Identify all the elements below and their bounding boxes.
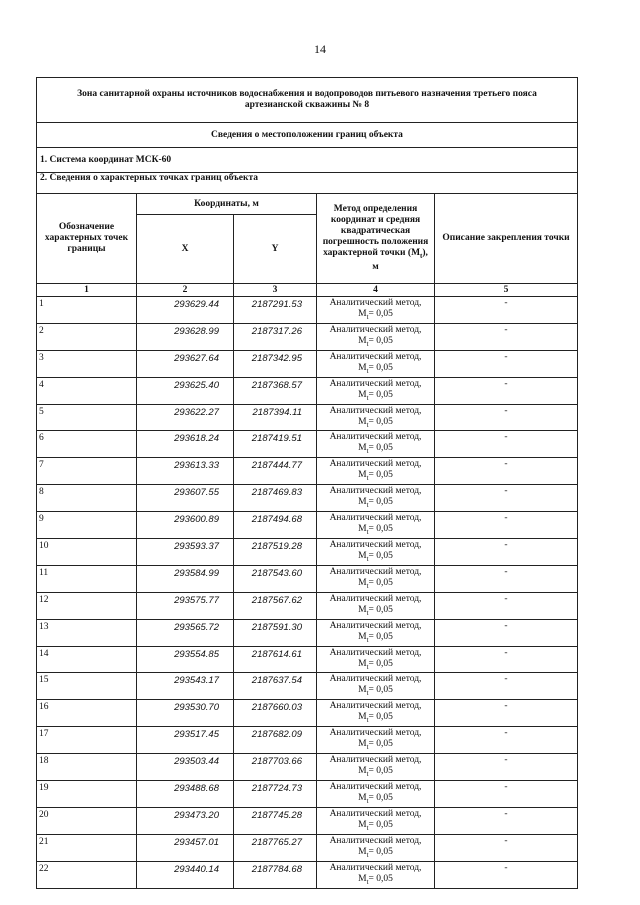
method-text: Аналитический метод,	[329, 540, 422, 551]
header-point-designation: Обозначение характерных точек границы	[37, 194, 137, 284]
method-value-prefix: M	[358, 470, 367, 481]
method-value-prefix: M	[358, 766, 367, 777]
method-value-sub: t	[366, 312, 369, 321]
point-number: 15	[37, 673, 137, 700]
method-value-prefix: M	[358, 793, 367, 804]
method-value-suffix: = 0,05	[368, 604, 393, 615]
method-text: Аналитический метод,	[329, 755, 422, 766]
table-row	[37, 673, 578, 700]
table-row	[37, 861, 578, 888]
coord-y: 2187469.83	[234, 485, 317, 512]
method-value-sub: t	[366, 743, 369, 752]
point-number: 8	[37, 485, 137, 512]
coord-y: 2187494.68	[234, 512, 317, 539]
method-value-suffix: = 0,05	[368, 873, 393, 884]
method-value-prefix: M	[358, 739, 367, 750]
coord-x: 293575.77	[137, 592, 234, 619]
method-value-prefix: M	[358, 551, 367, 562]
table-row	[37, 834, 578, 861]
method-value-prefix: M	[358, 846, 367, 857]
method-cell	[317, 539, 435, 566]
method-text: Аналитический метод,	[329, 593, 422, 604]
table-row	[37, 485, 578, 512]
table-row	[37, 539, 578, 566]
coord-y: 2187614.61	[234, 646, 317, 673]
coord-x: 293543.17	[137, 673, 234, 700]
section-characteristic-points: 2. Сведения о характерных точках границ объекта	[37, 173, 578, 194]
method-value-sub: t	[366, 877, 369, 886]
method-cell	[317, 350, 435, 377]
method-text: Аналитический метод,	[329, 486, 422, 497]
method-cell	[317, 592, 435, 619]
method-cell	[317, 807, 435, 834]
method-value-sub: t	[366, 662, 369, 671]
coord-y: 2187591.30	[234, 619, 317, 646]
coord-y: 2187543.60	[234, 565, 317, 592]
coord-y: 2187317.26	[234, 323, 317, 350]
method-value-sub: t	[366, 420, 369, 429]
method-cell	[317, 754, 435, 781]
method-value-suffix: = 0,05	[368, 362, 393, 373]
coord-y: 2187394.11	[234, 404, 317, 431]
coord-y: 2187637.54	[234, 673, 317, 700]
method-value-sub: t	[366, 716, 369, 725]
description-cell: -	[435, 512, 578, 539]
method-text: Аналитический метод,	[329, 835, 422, 846]
coord-x: 293517.45	[137, 727, 234, 754]
coord-x: 293565.72	[137, 619, 234, 646]
method-cell	[317, 512, 435, 539]
column-number: 2	[137, 284, 234, 297]
column-number: 5	[435, 284, 578, 297]
method-value	[317, 820, 434, 834]
coord-y: 2187724.73	[234, 781, 317, 808]
description-cell: -	[435, 350, 578, 377]
method-value	[317, 874, 434, 888]
method-value-sub: t	[366, 823, 369, 832]
point-number: 9	[37, 512, 137, 539]
boundary-points-table	[36, 77, 578, 889]
method-value	[317, 551, 434, 565]
method-text: Аналитический метод,	[329, 566, 422, 577]
method-value-suffix: = 0,05	[368, 443, 393, 454]
method-text: Аналитический метод,	[329, 298, 422, 308]
point-number: 21	[37, 834, 137, 861]
coord-x: 293629.44	[137, 297, 234, 324]
method-value-suffix: = 0,05	[368, 309, 393, 319]
table-row	[37, 431, 578, 458]
method-value-prefix: M	[358, 335, 367, 346]
method-value-sub: t	[366, 393, 369, 402]
header-method-sub: t	[420, 251, 423, 260]
table-row	[37, 592, 578, 619]
method-cell	[317, 673, 435, 700]
header-x: X	[137, 215, 234, 284]
method-value	[317, 363, 434, 377]
table-row	[37, 781, 578, 808]
method-value-suffix: = 0,05	[368, 389, 393, 400]
point-number: 18	[37, 754, 137, 781]
table-row	[37, 565, 578, 592]
method-cell	[317, 646, 435, 673]
method-value-sub: t	[366, 635, 369, 644]
method-text: Аналитический метод,	[329, 513, 422, 524]
point-number: 16	[37, 700, 137, 727]
method-value-prefix: M	[358, 497, 367, 508]
coord-y: 2187291.53	[234, 297, 317, 324]
coord-x: 293607.55	[137, 485, 234, 512]
description-cell: -	[435, 619, 578, 646]
method-value-suffix: = 0,05	[368, 739, 393, 750]
method-value-sub: t	[366, 850, 369, 859]
method-value	[317, 524, 434, 538]
header-method-text: Метод определения координат и средняя квадратическая погрешность положения характерной точки (M	[322, 204, 429, 259]
method-value-prefix: M	[358, 416, 367, 427]
point-number: 1	[37, 297, 137, 324]
method-value-prefix: M	[358, 819, 367, 830]
method-value	[317, 390, 434, 404]
coord-y: 2187419.51	[234, 431, 317, 458]
description-cell: -	[435, 592, 578, 619]
method-value-suffix: = 0,05	[368, 685, 393, 696]
coord-x: 293503.44	[137, 754, 234, 781]
method-value-prefix: M	[358, 524, 367, 535]
method-value-suffix: = 0,05	[368, 335, 393, 346]
point-number: 11	[37, 565, 137, 592]
coord-x: 293473.20	[137, 807, 234, 834]
coord-x: 293554.85	[137, 646, 234, 673]
method-cell	[317, 565, 435, 592]
coord-x: 293618.24	[137, 431, 234, 458]
point-number: 12	[37, 592, 137, 619]
method-text: Аналитический метод,	[329, 459, 422, 470]
method-value-sub: t	[366, 501, 369, 510]
method-value-sub: t	[366, 581, 369, 590]
header-method-tail: ), м	[372, 248, 428, 272]
table-row	[37, 297, 578, 324]
method-value	[317, 632, 434, 646]
description-cell: -	[435, 431, 578, 458]
description-cell: -	[435, 727, 578, 754]
method-value-suffix: = 0,05	[368, 793, 393, 804]
coord-x: 293600.89	[137, 512, 234, 539]
method-value-suffix: = 0,05	[368, 631, 393, 642]
description-cell: -	[435, 807, 578, 834]
method-value-sub: t	[366, 474, 369, 483]
method-cell	[317, 431, 435, 458]
description-cell: -	[435, 781, 578, 808]
column-numbers-row	[37, 284, 578, 297]
method-value	[317, 659, 434, 673]
coord-y: 2187682.09	[234, 727, 317, 754]
method-text: Аналитический метод,	[329, 808, 422, 819]
table-row	[37, 377, 578, 404]
method-value-sub: t	[366, 608, 369, 617]
coord-y: 2187368.57	[234, 377, 317, 404]
column-number: 1	[37, 284, 137, 297]
method-value-suffix: = 0,05	[368, 497, 393, 508]
method-cell	[317, 781, 435, 808]
page-number: 14	[314, 42, 326, 56]
method-cell	[317, 727, 435, 754]
description-cell: -	[435, 458, 578, 485]
method-text: Аналитический метод,	[329, 378, 422, 389]
description-cell: -	[435, 323, 578, 350]
method-value-suffix: = 0,05	[368, 416, 393, 427]
method-value	[317, 605, 434, 619]
description-cell: -	[435, 673, 578, 700]
method-text: Аналитический метод,	[329, 405, 422, 416]
coord-x: 293593.37	[137, 539, 234, 566]
method-value-prefix: M	[358, 362, 367, 373]
method-value-suffix: = 0,05	[368, 524, 393, 535]
method-value-prefix: M	[358, 631, 367, 642]
method-value-prefix: M	[358, 658, 367, 669]
description-cell: -	[435, 297, 578, 324]
document-subtitle: Сведения о местоположении границ объекта	[37, 123, 578, 148]
point-number: 13	[37, 619, 137, 646]
method-value-prefix: M	[358, 309, 367, 319]
table-row	[37, 512, 578, 539]
method-value-sub: t	[366, 447, 369, 456]
method-value	[317, 712, 434, 726]
method-value	[317, 793, 434, 807]
table-row	[37, 700, 578, 727]
point-number: 14	[37, 646, 137, 673]
method-text: Аналитический метод,	[329, 432, 422, 443]
coord-x: 293627.64	[137, 350, 234, 377]
method-value-sub: t	[366, 339, 369, 348]
coord-y: 2187745.28	[234, 807, 317, 834]
method-value-prefix: M	[358, 577, 367, 588]
method-cell	[317, 458, 435, 485]
table-row	[37, 807, 578, 834]
method-value-suffix: = 0,05	[368, 712, 393, 723]
method-cell	[317, 297, 435, 324]
method-value	[317, 766, 434, 780]
section-coordinate-system: 1. Система координат МСК-60	[37, 148, 578, 173]
table-row	[37, 404, 578, 431]
method-value-prefix: M	[358, 685, 367, 696]
point-number: 2	[37, 323, 137, 350]
header-description: Описание закрепления точки	[435, 194, 578, 284]
coord-x: 293625.40	[137, 377, 234, 404]
method-text: Аналитический метод,	[329, 782, 422, 793]
coord-y: 2187703.66	[234, 754, 317, 781]
description-cell: -	[435, 539, 578, 566]
description-cell: -	[435, 565, 578, 592]
method-value	[317, 336, 434, 350]
method-cell	[317, 700, 435, 727]
header-method	[317, 194, 435, 284]
method-value-prefix: M	[358, 389, 367, 400]
coord-y: 2187660.03	[234, 700, 317, 727]
coord-x: 293488.68	[137, 781, 234, 808]
method-cell	[317, 619, 435, 646]
method-cell	[317, 404, 435, 431]
coord-y: 2187342.95	[234, 350, 317, 377]
method-text: Аналитический метод,	[329, 351, 422, 362]
method-cell	[317, 323, 435, 350]
point-number: 6	[37, 431, 137, 458]
method-value-prefix: M	[358, 604, 367, 615]
method-text: Аналитический метод,	[329, 728, 422, 739]
description-cell: -	[435, 377, 578, 404]
header-coordinates: Координаты, м	[137, 194, 317, 215]
point-number: 22	[37, 861, 137, 888]
table-row	[37, 619, 578, 646]
table-row	[37, 350, 578, 377]
coord-x: 293584.99	[137, 565, 234, 592]
coord-x: 293440.14	[137, 861, 234, 888]
method-value-suffix: = 0,05	[368, 819, 393, 830]
method-value-sub: t	[366, 770, 369, 779]
coord-x: 293457.01	[137, 834, 234, 861]
method-value	[317, 685, 434, 699]
method-value-prefix: M	[358, 873, 367, 884]
method-value-suffix: = 0,05	[368, 470, 393, 481]
description-cell: -	[435, 404, 578, 431]
column-number: 3	[234, 284, 317, 297]
coord-y: 2187765.27	[234, 834, 317, 861]
table-row	[37, 646, 578, 673]
method-value-suffix: = 0,05	[368, 551, 393, 562]
point-number: 5	[37, 404, 137, 431]
description-cell: -	[435, 834, 578, 861]
point-number: 3	[37, 350, 137, 377]
coord-x: 293530.70	[137, 700, 234, 727]
method-value-prefix: M	[358, 443, 367, 454]
method-value	[317, 417, 434, 431]
description-cell: -	[435, 646, 578, 673]
description-cell: -	[435, 754, 578, 781]
method-text: Аналитический метод,	[329, 701, 422, 712]
method-text: Аналитический метод,	[329, 862, 422, 873]
method-value-suffix: = 0,05	[368, 766, 393, 777]
point-number: 17	[37, 727, 137, 754]
method-value	[317, 847, 434, 861]
method-value	[317, 470, 434, 484]
method-value-sub: t	[366, 689, 369, 698]
method-value-sub: t	[366, 366, 369, 375]
method-cell	[317, 377, 435, 404]
description-cell: -	[435, 861, 578, 888]
coord-y: 2187567.62	[234, 592, 317, 619]
method-value	[317, 739, 434, 753]
point-number: 19	[37, 781, 137, 808]
method-value-suffix: = 0,05	[368, 577, 393, 588]
method-text: Аналитический метод,	[329, 324, 422, 335]
point-number: 10	[37, 539, 137, 566]
method-text: Аналитический метод,	[329, 620, 422, 631]
description-cell: -	[435, 485, 578, 512]
method-value-sub: t	[366, 796, 369, 805]
method-value	[317, 443, 434, 457]
method-text: Аналитический метод,	[329, 674, 422, 685]
coord-x: 293613.33	[137, 458, 234, 485]
table-row	[37, 754, 578, 781]
method-value	[317, 309, 434, 323]
method-value	[317, 578, 434, 592]
coord-y: 2187784.68	[234, 861, 317, 888]
coord-y: 2187444.77	[234, 458, 317, 485]
table-row	[37, 727, 578, 754]
method-value	[317, 497, 434, 511]
method-value-sub: t	[366, 528, 369, 537]
method-cell	[317, 861, 435, 888]
table-row	[37, 458, 578, 485]
method-value-prefix: M	[358, 712, 367, 723]
description-cell: -	[435, 700, 578, 727]
point-number: 20	[37, 807, 137, 834]
coord-x: 293628.99	[137, 323, 234, 350]
method-cell	[317, 834, 435, 861]
table-row	[37, 323, 578, 350]
method-value-sub: t	[366, 554, 369, 563]
point-number: 4	[37, 377, 137, 404]
method-value-suffix: = 0,05	[368, 658, 393, 669]
coord-x: 293622.27	[137, 404, 234, 431]
method-value-suffix: = 0,05	[368, 846, 393, 857]
method-cell	[317, 485, 435, 512]
document-title: Зона санитарной охраны источников водоснабжения и водопроводов питьевого назначения третьего пояса артезианской скважины № 8	[37, 78, 578, 123]
point-number: 7	[37, 458, 137, 485]
coord-y: 2187519.28	[234, 539, 317, 566]
method-text: Аналитический метод,	[329, 647, 422, 658]
header-y: Y	[234, 215, 317, 284]
column-number: 4	[317, 284, 435, 297]
